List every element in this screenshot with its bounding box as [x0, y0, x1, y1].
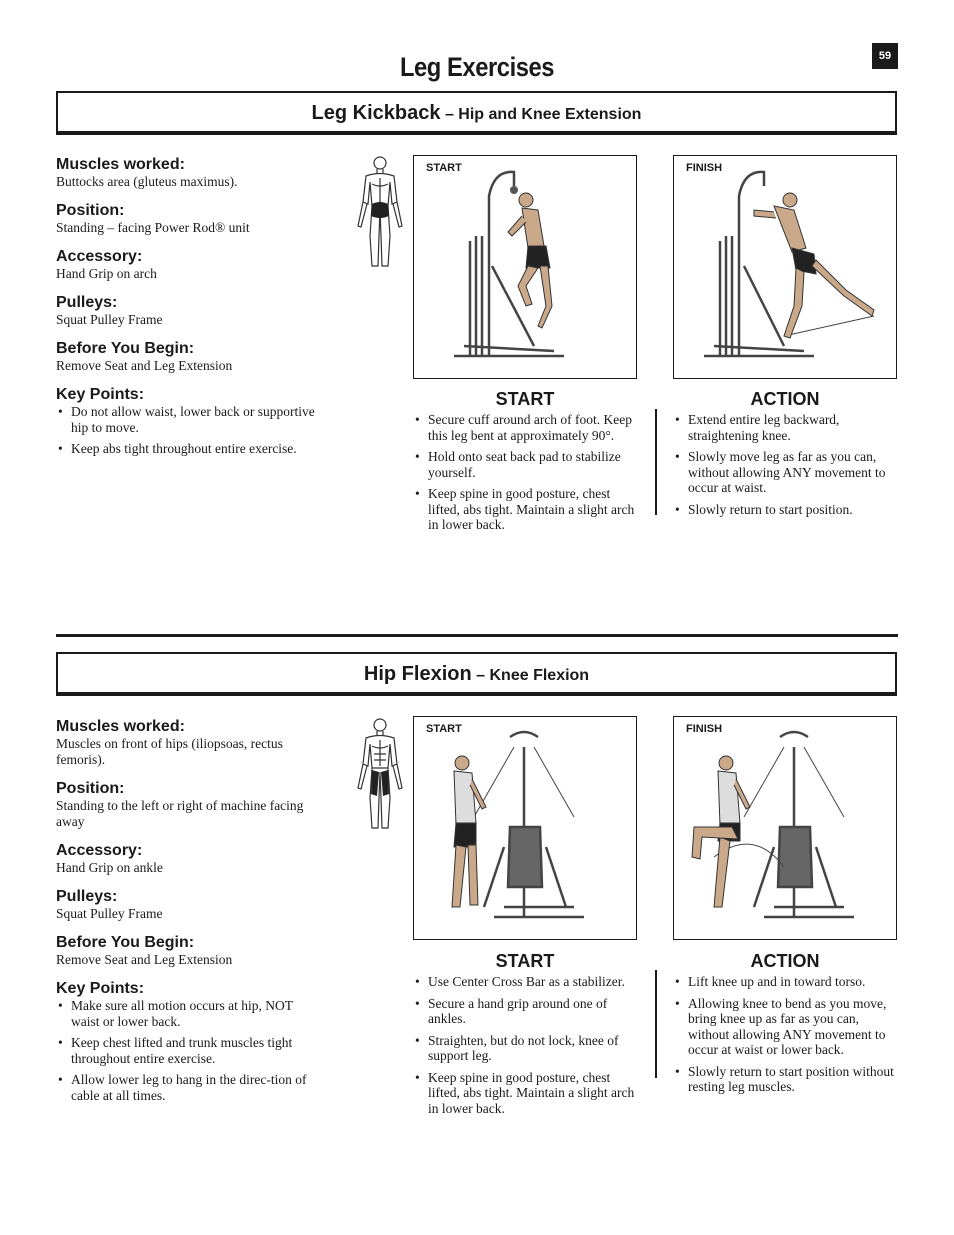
photo-caption: START: [426, 162, 462, 174]
page-number: 59: [872, 43, 898, 69]
info-label: Key Points:: [56, 980, 145, 997]
machine-figure-image: [414, 156, 638, 380]
info-accessory: [56, 248, 316, 282]
list-item: • Lift knee up and in toward torso.: [673, 974, 897, 990]
list-item: • Slowly return to start position without resting leg muscles.: [673, 1064, 897, 1095]
exercise-photo-finish: [673, 155, 897, 379]
exercise-info: [56, 718, 316, 1115]
anatomy-front-figure-icon: [352, 716, 408, 834]
info-label: Muscles worked:: [56, 156, 185, 173]
info-value: Muscles on front of hips (iliopsoas, rectus femoris).: [56, 736, 283, 767]
info-label: Accessory:: [56, 248, 143, 265]
info-value: Squat Pulley Frame: [56, 906, 163, 921]
info-muscles: [56, 718, 316, 768]
list-item: • Do not allow waist, lower back or supportive hip to move.: [56, 404, 316, 435]
list-item: • Allow lower leg to hang in the direc-tion of cable at all times.: [56, 1072, 316, 1103]
action-heading: ACTION: [750, 951, 820, 971]
info-label: Before You Begin:: [56, 934, 195, 951]
action-heading: ACTION: [750, 389, 820, 409]
list-item: • Keep spine in good posture, chest lifted, abs tight. Maintain a slight arch in lower back.: [413, 1070, 639, 1117]
photo-caption: START: [426, 723, 462, 735]
info-value: Standing – facing Power Rod® unit: [56, 220, 250, 235]
list-item: • Slowly return to start position.: [673, 502, 897, 518]
list-item: • Make sure all motion occurs at hip, NOT waist or lower back.: [56, 998, 316, 1029]
section-header-hip-flexion: [56, 652, 897, 696]
info-label: Accessory:: [56, 842, 143, 859]
start-heading: START: [495, 951, 555, 971]
info-label: Key Points:: [56, 386, 145, 403]
exercise-photo-start: [413, 155, 637, 379]
info-value: Hand Grip on ankle: [56, 860, 163, 875]
machine-figure-image: [674, 717, 898, 941]
info-before-begin: [56, 934, 316, 968]
anatomy-back-figure-icon: [352, 154, 408, 272]
info-value: Remove Seat and Leg Extension: [56, 358, 233, 373]
info-value: Buttocks area (gluteus maximus).: [56, 174, 238, 189]
section-title: Leg Kickback: [311, 102, 441, 124]
info-position: [56, 780, 316, 830]
list-item: • Keep spine in good posture, chest lifted, abs tight. Maintain a slight arch in lower back.: [413, 486, 639, 533]
page-title: Leg Exercises: [399, 52, 555, 82]
info-pulleys: [56, 888, 316, 922]
info-before-begin: [56, 340, 316, 374]
list-item: • Secure cuff around arch of foot. Keep this leg bent at approximately 90°.: [413, 412, 639, 443]
photo-caption: FINISH: [686, 723, 723, 735]
section-title: Hip Flexion: [363, 663, 472, 685]
list-item: • Keep chest lifted and trunk muscles tight throughout entire exercise.: [56, 1035, 316, 1066]
section-subtitle: – Knee Flexion: [476, 667, 590, 684]
info-value: Squat Pulley Frame: [56, 312, 163, 327]
info-label: Before You Begin:: [56, 340, 195, 357]
exercise-info: [56, 156, 316, 469]
list-item: • Extend entire leg backward, straightening knee.: [673, 412, 897, 443]
action-instructions: [673, 974, 897, 1101]
info-value: Hand Grip on arch: [56, 266, 157, 281]
start-heading: START: [495, 389, 555, 409]
section-header-leg-kickback: [56, 91, 897, 135]
info-muscles: [56, 156, 316, 190]
machine-figure-image: [674, 156, 898, 380]
start-instructions: [413, 412, 639, 539]
list-item: • Allowing knee to bend as you move, bring knee up as far as you can, without allowing ANY movement to occur at waist or lower back.: [673, 996, 897, 1058]
info-label: Position:: [56, 202, 125, 219]
exercise-photo-finish: [673, 716, 897, 940]
info-label: Position:: [56, 780, 125, 797]
info-label: Pulleys:: [56, 888, 118, 905]
column-divider: [655, 409, 657, 515]
list-item: • Straighten, but do not lock, knee of support leg.: [413, 1033, 639, 1064]
action-instructions: [673, 412, 897, 523]
info-accessory: [56, 842, 316, 876]
exercise-photo-start: [413, 716, 637, 940]
info-label: Muscles worked:: [56, 718, 185, 735]
info-value: Standing to the left or right of machine facing away: [56, 798, 304, 829]
column-divider: [655, 970, 657, 1078]
key-points-list: [56, 404, 316, 457]
info-key-points: [56, 386, 316, 457]
list-item: • Slowly move leg as far as you can, without allowing ANY movement to occur at waist.: [673, 449, 897, 496]
info-position: [56, 202, 316, 236]
machine-figure-image: [414, 717, 638, 941]
info-label: Pulleys:: [56, 294, 118, 311]
info-pulleys: [56, 294, 316, 328]
section-subtitle: – Hip and Knee Extension: [444, 106, 642, 123]
list-item: • Secure a hand grip around one of ankles.: [413, 996, 639, 1027]
section-divider: [56, 634, 898, 637]
info-key-points: [56, 980, 316, 1103]
list-item: • Keep abs tight throughout entire exercise.: [56, 441, 316, 457]
key-points-list: [56, 998, 316, 1103]
photo-caption: FINISH: [686, 162, 723, 174]
start-instructions: [413, 974, 639, 1122]
info-value: Remove Seat and Leg Extension: [56, 952, 233, 967]
list-item: • Use Center Cross Bar as a stabilizer.: [413, 974, 639, 990]
list-item: • Hold onto seat back pad to stabilize yourself.: [413, 449, 639, 480]
